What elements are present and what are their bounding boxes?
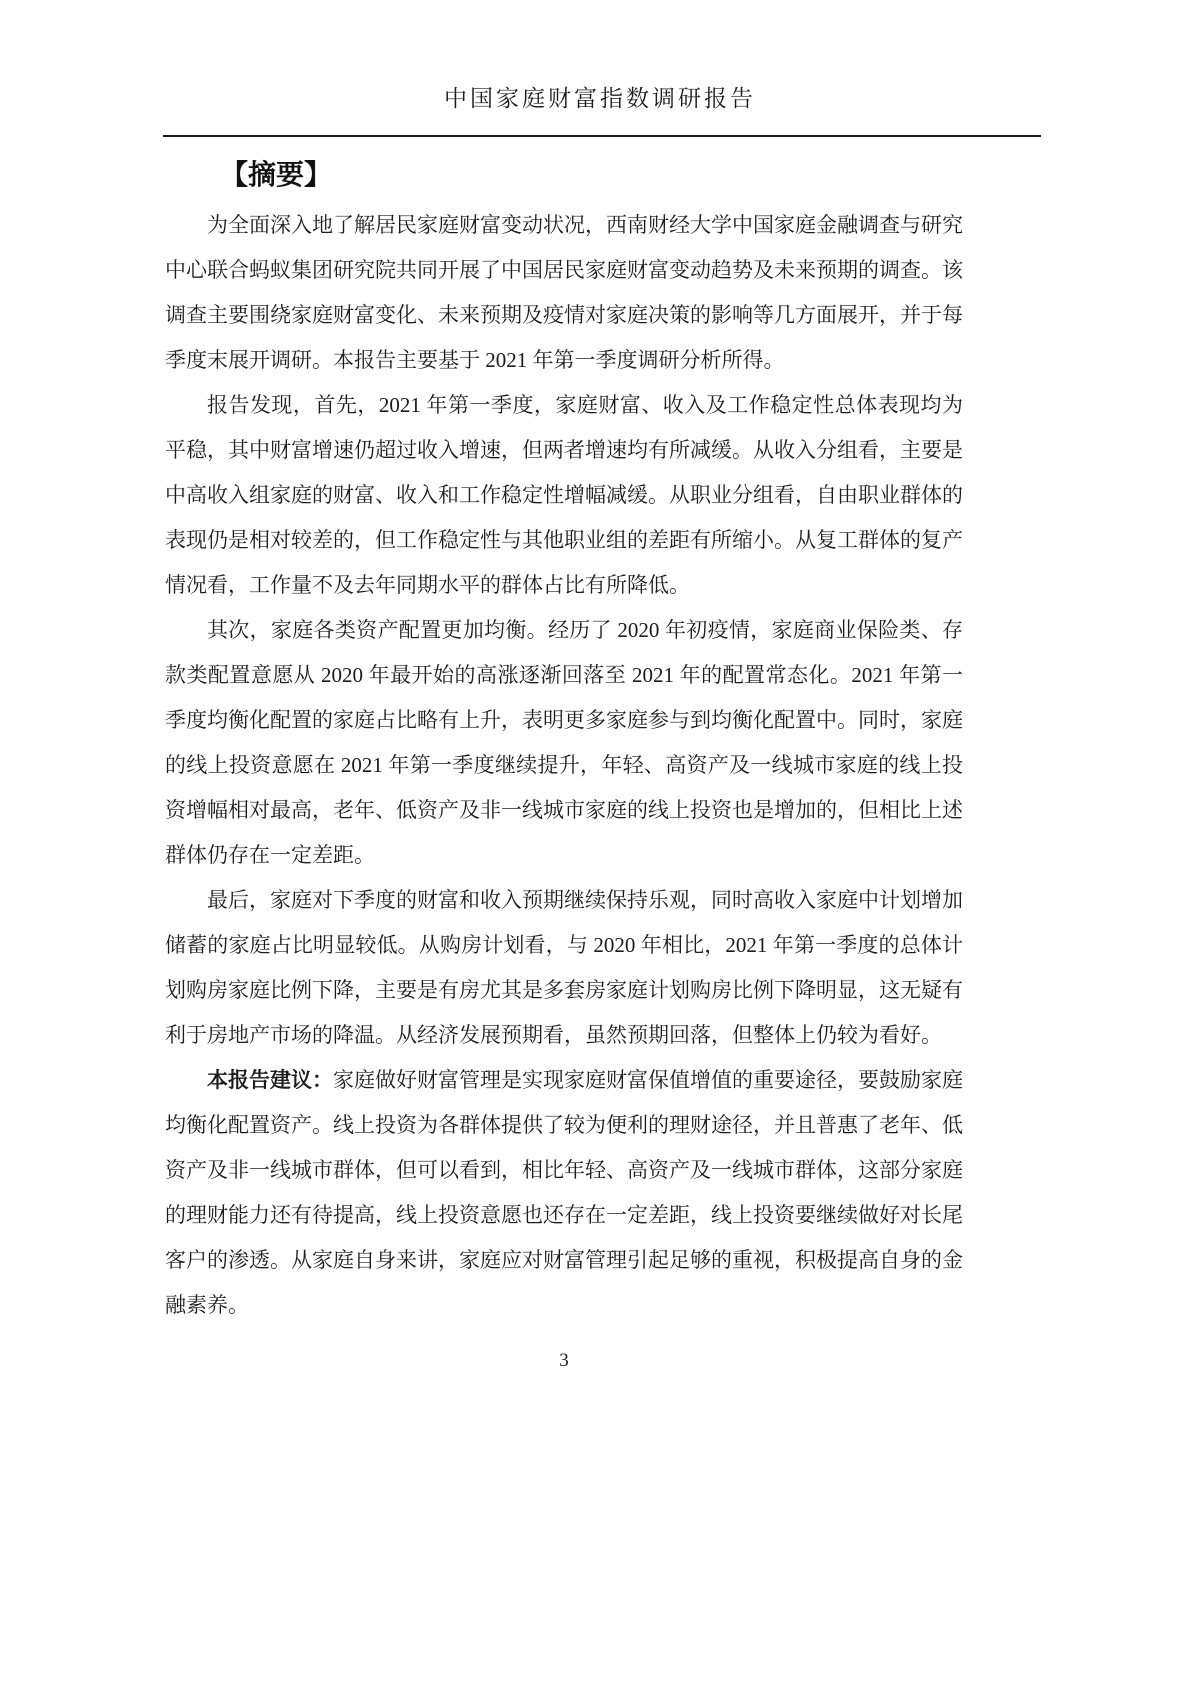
document-body <box>165 153 963 1328</box>
paragraph-recommendation <box>165 1058 963 1328</box>
recommendation-lead: 本报告建议： <box>207 1068 333 1092</box>
section-heading-abstract: 【摘要】 <box>220 160 333 191</box>
page-header <box>0 0 1200 137</box>
paragraph-survey-background: 为全面深入地了解居民家庭财富变动状况，西南财经大学中国家庭金融调查与研究中心联合蚂蚁集团研究院共同开展了中国居民家庭财富变动趋势及未来预期的调查。该调查主要围绕家庭财富变化、未来预期及疫情对家庭决策的影响等几方面展开，并于每季度末展开调研。本报告主要基于 2021 年第一季度调研分析所得。 <box>165 213 963 372</box>
paragraph-finding-first: 报告发现，首先，2021 年第一季度，家庭财富、收入及工作稳定性总体表现均为平稳，其中财富增速仍超过收入增速，但两者增速均有所减缓。从收入分组看，主要是中高收入组家庭的财富、收入和工作稳定性增幅减缓。从职业分组看，自由职业群体的表现仍是相对较差的，但工作稳定性与其他职业组的差距有所缩小。从复工群体的复产情况看，工作量不及去年同期水平的群体占比有所降低。 <box>165 393 963 597</box>
page-footer <box>165 1350 963 1372</box>
recommendation-text: 家庭做好财富管理是实现家庭财富保值增值的重要途径，要鼓励家庭均衡化配置资产。线上投资为各群体提供了较为便利的理财途径，并且普惠了老年、低资产及非一线城市群体，但可以看到，相比年轻、高资产及一线城市群体，这部分家庭的理财能力还有待提高，线上投资意愿也还存在一定差距，线上投资要继续做好对长尾客户的渗透。从家庭自身来讲，家庭应对财富管理引起足够的重视，积极提高自身的金融素养。 <box>165 1068 963 1317</box>
page-number: 3 <box>559 1350 569 1371</box>
header-rule <box>163 135 1041 137</box>
paragraph-finding-second: 其次，家庭各类资产配置更加均衡。经历了 2020 年初疫情，家庭商业保险类、存款类配置意愿从 2020 年最开始的高涨逐渐回落至 2021 年的配置常态化。2021 年第一季度均衡化配置的家庭占比略有上升，表明更多家庭参与到均衡化配置中。同时，家庭的线上投资意愿在 2021 年第一季度继续提升，年轻、高资产及一线城市家庭的线上投资增幅相对最高，老年、低资产及非一线城市家庭的线上投资也是增加的，但相比上述群体仍存在一定差距。 <box>165 618 963 867</box>
paragraph-finding-last: 最后，家庭对下季度的财富和收入预期继续保持乐观，同时高收入家庭中计划增加储蓄的家庭占比明显较低。从购房计划看，与 2020 年相比，2021 年第一季度的总体计划购房家庭比例下降，主要是有房尤其是多套房家庭计划购房比例下降明显，这无疑有利于房地产市场的降温。从经济发展预期看，虽然预期回落，但整体上仍较为看好。 <box>165 888 963 1047</box>
header-title: 中国家庭财富指数调研报告 <box>444 86 756 111</box>
